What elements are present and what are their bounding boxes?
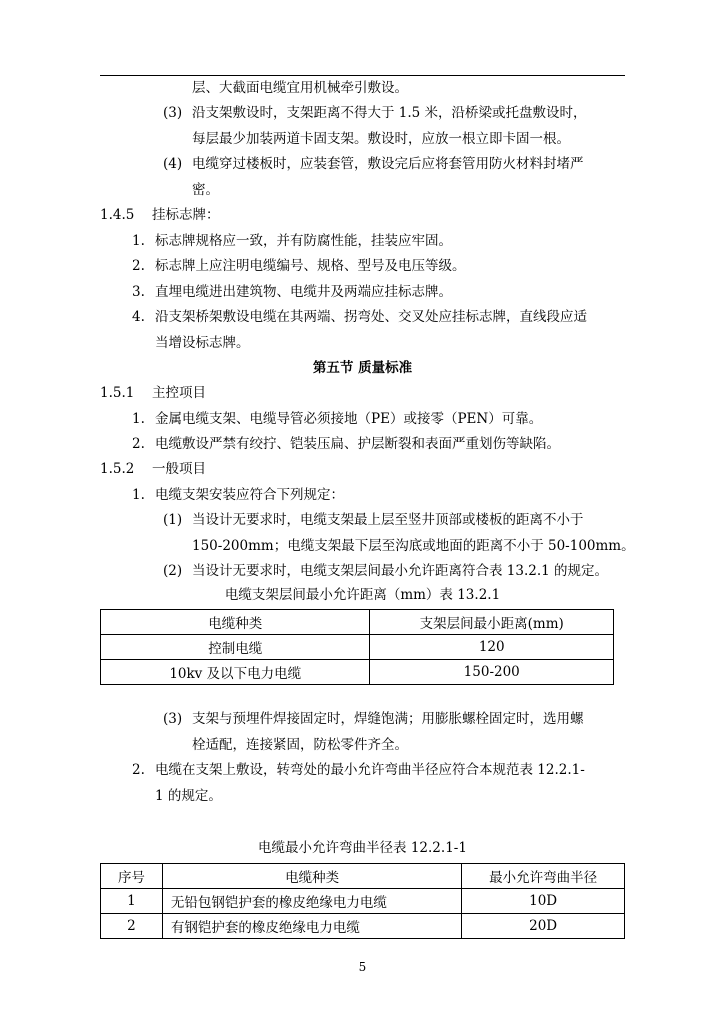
- sub-item-number: (2): [163, 563, 183, 579]
- list-item: 电缆在支架上敷设，转弯处的最小允许弯曲半径应符合本规范表 12.2.1-: [155, 762, 585, 778]
- list-item-number: 1.: [132, 411, 145, 427]
- header-rule: [100, 75, 625, 76]
- bend-radius-table: [100, 863, 625, 939]
- table-header: 最小允许弯曲半径: [462, 864, 625, 889]
- section-title: 第五节 质量标准: [312, 360, 413, 376]
- list-item-cont: 1 的规定。: [155, 788, 222, 804]
- table-row: [101, 914, 625, 939]
- item-4-number: (4): [163, 156, 183, 172]
- page-number: 5: [358, 960, 367, 974]
- item-4-text-cont: 密。: [192, 182, 219, 198]
- section-1-4-5-title: 挂标志牌：: [152, 207, 220, 223]
- list-item: 电缆支架安装应符合下列规定：: [155, 487, 344, 503]
- table-cell: 1: [101, 889, 163, 914]
- table-row: [101, 889, 625, 914]
- list-item-number: 2.: [132, 762, 145, 778]
- table-header: 支架层间最小距离(mm): [370, 610, 614, 635]
- list-item-number: 2.: [132, 436, 145, 452]
- list-item: 沿支架桥架敷设电缆在其两端、拐弯处、交叉处应挂标志牌，直线段应适: [155, 309, 587, 325]
- spacing-table: [100, 609, 614, 685]
- sub-item-text: 支架与预埋件焊接固定时，焊缝饱满；用膨胀螺栓固定时，选用螺: [192, 711, 584, 727]
- table-cell: 10kv 及以下电力电缆: [101, 660, 370, 685]
- list-item: 标志牌规格应一致，并有防腐性能，挂装应牢固。: [155, 233, 452, 249]
- section-1-5-1-title: 主控项目: [152, 385, 206, 401]
- section-1-5-1-number: 1.5.1: [100, 385, 135, 401]
- table-1-caption: 电缆支架层间最小允许距离（mm）表 13.2.1: [224, 587, 501, 603]
- table-cell: 20D: [462, 914, 625, 939]
- item-3-text-cont: 每层最少加装两道卡固支架。敷设时，应放一根立即卡固一根。: [192, 131, 570, 147]
- table-header: 电缆种类: [101, 610, 370, 635]
- list-item: 标志牌上应注明电缆编号、规格、型号及电压等级。: [155, 258, 466, 274]
- table-header: 序号: [101, 864, 163, 889]
- section-1-4-5-number: 1.4.5: [100, 207, 135, 223]
- table-cell: 150-200: [370, 660, 614, 685]
- sub-item-text-cont: 栓适配，连接紧固，防松零件齐全。: [192, 737, 408, 753]
- table-cell: 120: [370, 635, 614, 660]
- table-2-caption: 电缆最小允许弯曲半径表 12.2.1-1: [258, 840, 467, 856]
- item-4-text: 电缆穿过楼板时，应装套管，敷设完后应将套管用防火材料封堵严: [192, 156, 584, 172]
- paragraph-continuation: 层、大截面电缆宜用机械牵引敷设。: [192, 80, 408, 96]
- list-item-number: 4.: [132, 309, 145, 325]
- item-3-number: (3): [163, 105, 183, 121]
- table-row: [101, 660, 614, 685]
- table-row: [101, 635, 614, 660]
- table-cell: 无铅包钢铠护套的橡皮绝缘电力电缆: [162, 889, 461, 914]
- list-item: 电缆敷设严禁有绞拧、铠装压扁、护层断裂和表面严重划伤等缺陷。: [155, 436, 560, 452]
- sub-item-text-cont: 150-200mm；电缆支架最下层至沟底或地面的距离不小于 50-100mm。: [192, 538, 635, 554]
- section-1-5-2-number: 1.5.2: [100, 461, 135, 477]
- list-item-number: 3.: [132, 284, 145, 300]
- table-header: 电缆种类: [162, 864, 461, 889]
- list-item-number: 2.: [132, 258, 145, 274]
- list-item: 金属电缆支架、电缆导管必须接地（PE）或接零（PEN）可靠。: [155, 411, 543, 427]
- table-cell: 2: [101, 914, 163, 939]
- table-cell: 控制电缆: [101, 635, 370, 660]
- sub-item-text: 当设计无要求时，电缆支架层间最小允许距离符合表 13.2.1 的规定。: [192, 563, 609, 579]
- sub-item-number: (1): [163, 512, 183, 528]
- section-1-5-2-title: 一般项目: [152, 461, 206, 477]
- list-item: 直埋电缆进出建筑物、电缆井及两端应挂标志牌。: [155, 284, 452, 300]
- list-item-cont: 当增设标志牌。: [155, 335, 250, 351]
- list-item-number: 1.: [132, 487, 145, 503]
- list-item-number: 1.: [132, 233, 145, 249]
- sub-item-text: 当设计无要求时，电缆支架最上层至竖井顶部或楼板的距离不小于: [192, 512, 584, 528]
- sub-item-number: (3): [163, 711, 183, 727]
- table-cell: 有钢铠护套的橡皮绝缘电力电缆: [162, 914, 461, 939]
- item-3-text: 沿支架敷设时，支架距离不得大于 1.5 米，沿桥梁或托盘敷设时，: [192, 105, 587, 121]
- table-cell: 10D: [462, 889, 625, 914]
